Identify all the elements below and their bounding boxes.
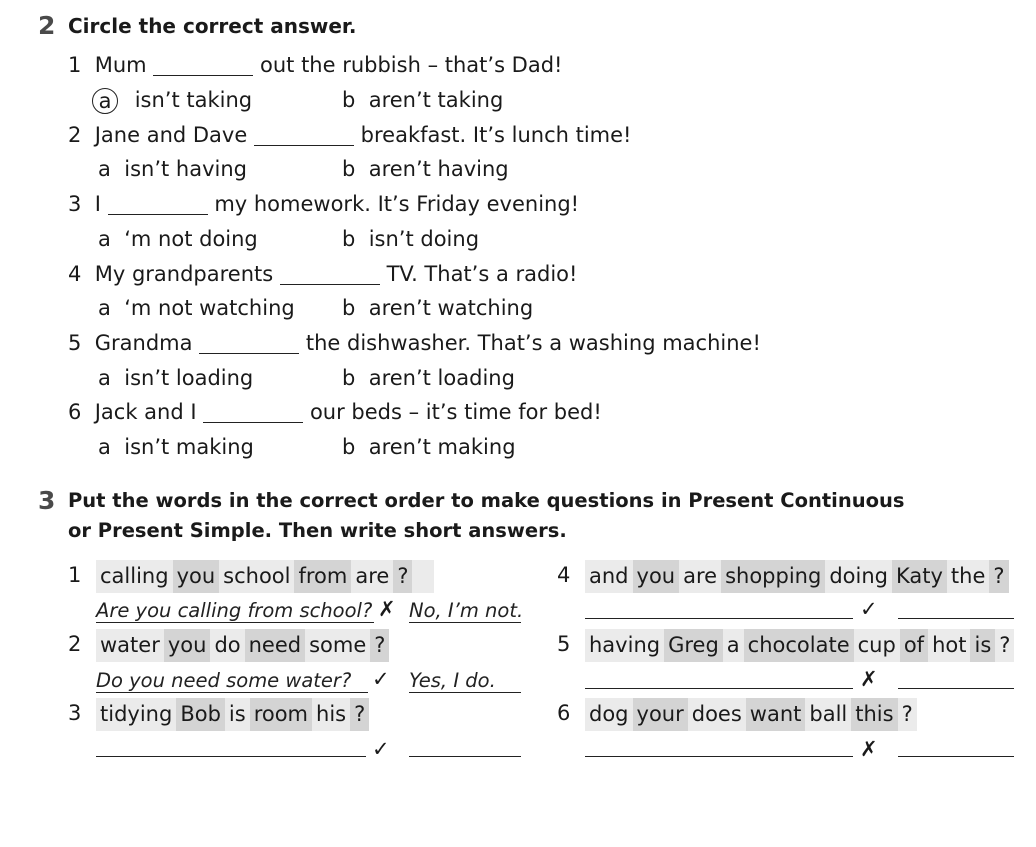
- word-chip[interactable]: having: [585, 629, 664, 662]
- ex3-item-number: 1: [68, 563, 82, 587]
- word-chip[interactable]: shopping: [721, 560, 825, 593]
- ex3-item-number: 6: [557, 701, 571, 725]
- ex2-question-4: [68, 262, 577, 286]
- short-answer-2[interactable]: Yes, I do.: [409, 669, 521, 693]
- ex2-question-number: 6: [68, 400, 82, 424]
- option-b-letter: b: [342, 366, 356, 390]
- word-chip[interactable]: ?: [370, 629, 389, 662]
- word-chip[interactable]: ?: [898, 698, 917, 731]
- option-a-text: ‘m not doing: [124, 227, 258, 251]
- ex2-options-1: [96, 88, 252, 112]
- word-chip[interactable]: ?: [393, 560, 412, 593]
- word-chips-6: [585, 698, 917, 731]
- word-chip[interactable]: doing: [825, 560, 892, 593]
- word-chip[interactable]: you: [173, 560, 220, 593]
- word-chip[interactable]: cup: [854, 629, 900, 662]
- word-chip[interactable]: is: [225, 698, 250, 731]
- option-a-letter: a: [98, 296, 111, 320]
- answer-blank[interactable]: [108, 193, 208, 215]
- word-chip[interactable]: of: [900, 629, 928, 662]
- word-chip[interactable]: is: [970, 629, 995, 662]
- ex2-question-number: 4: [68, 262, 82, 286]
- answer-blank[interactable]: [254, 124, 354, 146]
- exercise-2-number: 2: [38, 11, 56, 40]
- word-chips-2: [96, 629, 389, 662]
- word-chip[interactable]: are: [351, 560, 393, 593]
- ex2-option-a-6[interactable]: [98, 435, 254, 459]
- circled-letter-a: a: [92, 88, 118, 114]
- option-b-letter: b: [342, 88, 356, 112]
- option-b-letter: b: [342, 157, 356, 181]
- ex3-item-number: 5: [557, 632, 571, 656]
- word-chip[interactable]: ball: [805, 698, 851, 731]
- word-chip[interactable]: Katy: [892, 560, 947, 593]
- word-chips-5: [585, 629, 1014, 662]
- word-chip[interactable]: school: [219, 560, 294, 593]
- ex3-item-number: 4: [557, 563, 571, 587]
- ex2-question-text: My grandparents: [94, 262, 274, 286]
- answer-line-3[interactable]: [96, 756, 366, 757]
- exercise-3-number: 3: [38, 486, 56, 515]
- option-a-letter: a: [98, 227, 111, 251]
- short-answer-line-3[interactable]: [409, 756, 521, 757]
- exercise-3-title-line-1: Put the words in the correct order to make questions in Present Continuous: [68, 489, 905, 512]
- ex2-option-a-2[interactable]: [98, 157, 247, 181]
- ex2-question-3: [68, 192, 579, 216]
- answer-blank[interactable]: [199, 332, 299, 354]
- word-chip[interactable]: this: [851, 698, 897, 731]
- ex2-option-a-5[interactable]: [98, 366, 253, 390]
- ex2-question-text: Jack and I: [94, 400, 197, 424]
- cross-mark-icon: ✗: [860, 737, 878, 761]
- ex2-question-text: our beds – it’s time for bed!: [309, 400, 602, 424]
- option-b-letter: b: [342, 435, 356, 459]
- ex2-question-6: [68, 400, 602, 424]
- word-chip[interactable]: you: [633, 560, 680, 593]
- word-chip[interactable]: Greg: [664, 629, 723, 662]
- short-answer-line-6[interactable]: [898, 756, 1014, 757]
- word-chip[interactable]: from: [294, 560, 351, 593]
- exercise-3-title-line-2: or Present Simple. Then write short answers.: [68, 519, 567, 542]
- ex2-question-text: my homework. It’s Friday evening!: [214, 192, 580, 216]
- word-chip[interactable]: ?: [995, 629, 1014, 662]
- ex2-question-number: 5: [68, 331, 82, 355]
- answer-line-6[interactable]: [585, 756, 853, 757]
- option-a-text: isn’t making: [124, 435, 254, 459]
- ex2-option-b-4[interactable]: [342, 296, 533, 320]
- answer-line-4[interactable]: [585, 618, 853, 619]
- word-chip[interactable]: ?: [989, 560, 1008, 593]
- answer-blank[interactable]: [203, 401, 303, 423]
- ex2-question-number: 2: [68, 123, 82, 147]
- ex2-question-text: TV. That’s a radio!: [386, 262, 578, 286]
- option-b-text: aren’t having: [368, 157, 509, 181]
- option-a-letter: a: [98, 157, 111, 181]
- word-chip[interactable]: and: [585, 560, 633, 593]
- ex2-question-text: Mum: [94, 53, 147, 77]
- short-answer-1[interactable]: No, I’m not.: [409, 599, 524, 622]
- option-b-text: aren’t taking: [368, 88, 504, 112]
- word-chip[interactable]: room: [250, 698, 312, 731]
- word-chip[interactable]: calling: [96, 560, 173, 593]
- option-b-text: aren’t watching: [368, 296, 534, 320]
- cross-mark-icon: ✗: [860, 667, 878, 691]
- short-answer-line-4[interactable]: [898, 618, 1014, 619]
- ex3-item-number: 3: [68, 701, 82, 725]
- ex2-question-text: I: [94, 192, 101, 216]
- ex2-question-number: 1: [68, 53, 82, 77]
- ex2-question-number: 3: [68, 192, 82, 216]
- word-chip[interactable]: his: [312, 698, 350, 731]
- ex2-option-b-1[interactable]: [342, 88, 503, 112]
- ex2-question-text: out the rubbish – that’s Dad!: [260, 53, 563, 77]
- ex2-question-5: [68, 331, 761, 355]
- ex2-question-1: [68, 53, 562, 77]
- ex2-question-text: Grandma: [94, 331, 193, 355]
- word-chip[interactable]: ?: [350, 698, 369, 731]
- option-a-letter: a: [98, 366, 111, 390]
- option-a-text: isn’t loading: [124, 366, 254, 390]
- option-b-letter: b: [342, 296, 356, 320]
- ex2-question-2: [68, 123, 631, 147]
- option-a-circled[interactable]: [96, 88, 122, 112]
- word-chip[interactable]: are: [679, 560, 721, 593]
- option-b-text: aren’t loading: [368, 366, 515, 390]
- word-chip[interactable]: some: [305, 629, 370, 662]
- ex2-option-b-6[interactable]: [342, 435, 516, 459]
- option-a-text: ‘m not watching: [124, 296, 295, 320]
- option-a-text: isn’t having: [124, 157, 247, 181]
- word-chip[interactable]: water: [96, 629, 164, 662]
- option-a-text[interactable]: isn’t taking: [134, 88, 253, 112]
- tick-mark-icon: ✓: [372, 737, 390, 761]
- word-chip[interactable]: does: [688, 698, 746, 731]
- tick-mark-icon: ✓: [372, 667, 390, 691]
- ex2-option-b-2[interactable]: [342, 157, 509, 181]
- word-chip[interactable]: dog: [585, 698, 633, 731]
- ex2-question-text: Jane and Dave: [94, 123, 248, 147]
- written-answer-1[interactable]: Are you calling from school?: [96, 599, 373, 622]
- word-chip-spacer: [412, 560, 434, 593]
- word-chip[interactable]: your: [633, 698, 688, 731]
- word-chip[interactable]: hot: [928, 629, 970, 662]
- word-chip[interactable]: you: [164, 629, 211, 662]
- answer-blank[interactable]: [280, 263, 380, 285]
- word-chip[interactable]: chocolate: [744, 629, 854, 662]
- tick-mark-icon: ✓: [860, 597, 878, 621]
- option-b-text: aren’t making: [368, 435, 516, 459]
- ex2-option-a-4[interactable]: [98, 296, 295, 320]
- word-chips-4: [585, 560, 1009, 593]
- word-chips-1: [96, 560, 434, 593]
- answer-blank[interactable]: [153, 54, 253, 76]
- word-chip[interactable]: do: [210, 629, 244, 662]
- word-chips-3: [96, 698, 369, 731]
- short-answer-line-5[interactable]: [898, 688, 1014, 689]
- option-b-letter: b: [342, 227, 356, 251]
- word-chip[interactable]: want: [746, 698, 806, 731]
- word-chip[interactable]: tidying: [96, 698, 176, 731]
- ex2-option-a-3[interactable]: [98, 227, 258, 251]
- option-a-letter: a: [98, 435, 111, 459]
- exercise-2-title: Circle the correct answer.: [68, 14, 357, 38]
- ex2-option-b-3[interactable]: [342, 227, 479, 251]
- written-answer-2[interactable]: Do you need some water?: [96, 669, 368, 693]
- ex3-item-number: 2: [68, 632, 82, 656]
- option-b-text: isn’t doing: [368, 227, 480, 251]
- word-chip[interactable]: a: [723, 629, 744, 662]
- cross-mark-icon: ✗: [378, 597, 396, 621]
- word-chip[interactable]: the: [947, 560, 989, 593]
- word-chip[interactable]: Bob: [176, 698, 225, 731]
- ex2-question-text: breakfast. It’s lunch time!: [360, 123, 632, 147]
- ex2-question-text: the dishwasher. That’s a washing machine!: [305, 331, 761, 355]
- ex2-option-b-5[interactable]: [342, 366, 515, 390]
- word-chip[interactable]: need: [245, 629, 305, 662]
- answer-line-5[interactable]: [585, 688, 853, 689]
